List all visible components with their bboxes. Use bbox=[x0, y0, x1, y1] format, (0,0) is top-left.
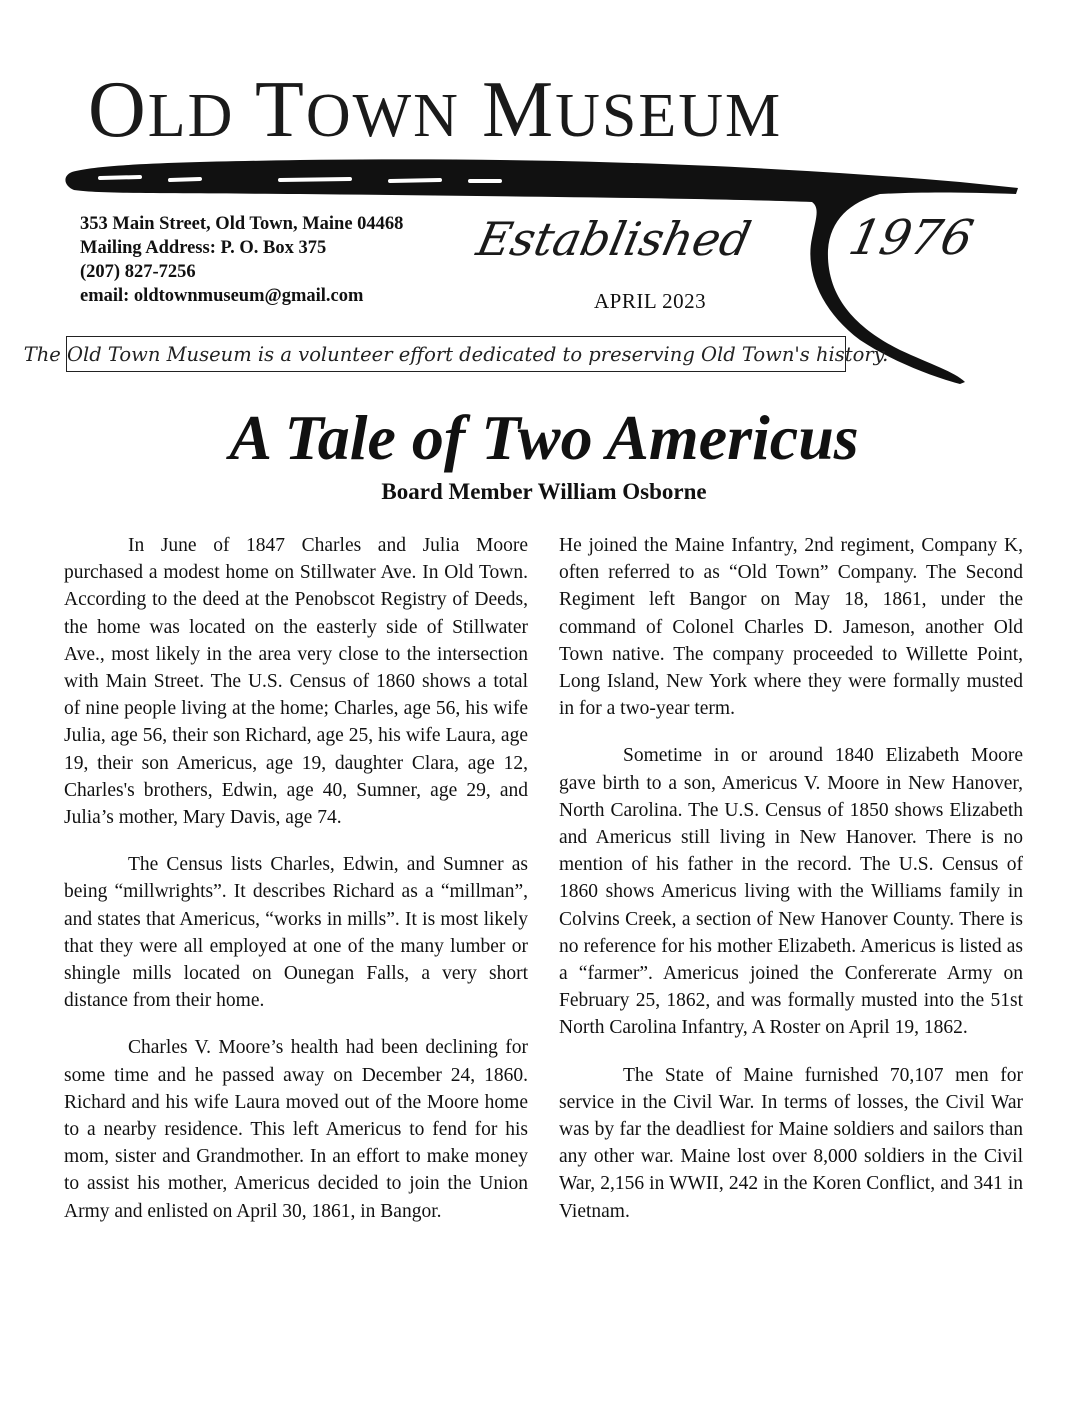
paragraph: Charles V. Moore’s health had been declining for some time and he passed away on December 24, 1860. Richard and his wife Laura moved out of the Moore home to a nearby residence. This left Americus to fend for his mom, sister and Grandmother. In an effort to make money to assist his mother, Americus decided to join the Union Army and enlisted on April 30, 1861, in Bangor. bbox=[64, 1037, 528, 1222]
mission-text: The Old Town Museum is a volunteer effort dedicated to preserving Old Town's history. bbox=[23, 342, 889, 366]
article-column-left bbox=[64, 532, 528, 1245]
issue-date: APRIL 2023 bbox=[594, 289, 707, 313]
contact-info bbox=[80, 212, 403, 308]
paragraph: The Census lists Charles, Edwin, and Sumner as being “millwrights”. It describes Richard as a “millman”, and states that Americus, “works in mills”. It is most likely that they were all employed at one of the many lumber or shingle mills located on Ounegan Falls, a very short distance from their home. bbox=[64, 854, 528, 1012]
mailing-address: Mailing Address: P. O. Box 375 bbox=[80, 238, 327, 258]
article-byline: Board Member William Osborne bbox=[381, 479, 707, 504]
paragraph: In June of 1847 Charles and Julia Moore purchased a modest home on Stillwater Ave. In Old Town. According to the deed at the Penobscot Registry of Deeds, the home was located on the easterly side of Stillwater Ave., most likely in the area very close to the intersection with Main Street. The U.S. Census of 1860 shows a total of nine people living at the home; Charles, age 56, his wife Julia, age 56, their son Richard, age 25, his wife Laura, age 19, their son Americus, age 19, daughter Clara, age 12, Charles's brothers, Edwin, age 40, Sumner, age 29, and Julia’s mother, Mary Davis, age 74. bbox=[64, 535, 528, 829]
street-address: 353 Main Street, Old Town, Maine 04468 bbox=[80, 214, 404, 234]
article-column-right bbox=[559, 532, 1023, 1245]
article-title: A Tale of Two Americus bbox=[229, 402, 859, 473]
paragraph: The State of Maine furnished 70,107 men for service in the Civil War. In terms of losses, the Civil War was by far the deadliest for Maine soldiers and sailors than any other war. Maine lost over 8,000 soldiers in the Civil War, 2,156 in WWII, 242 in the Koren Conflict, and 341 in Vietnam. bbox=[559, 1064, 1023, 1222]
mission-statement bbox=[23, 336, 889, 372]
email-address: email: oldtownmuseum@gmail.com bbox=[80, 286, 364, 306]
established-label: Established bbox=[472, 212, 756, 266]
masthead-title: OLD TOWN MUSEUM bbox=[88, 66, 783, 154]
established-year: 1976 bbox=[844, 210, 979, 266]
paragraph: Sometime in or around 1840 Elizabeth Moore gave birth to a son, Americus V. Moore in New Hanover, North Carolina. The U.S. Census of 1850 shows Elizabeth and Americus still living in New Hanover. There is no mention of his father in the record. The U.S. Census of 1860 shows Americus living with the Williams family in Colvins Creek, a section of New Hanover County. There is no reference for his mother Elizabeth. Americus is listed as a “farmer”. Americus joined the Confererate Army on February 25, 1862, and was formally musted into the 51st North Carolina Infantry, A Roster on April 19, 1862. bbox=[559, 745, 1023, 1039]
paragraph: He joined the Maine Infantry, 2nd regiment, Company K, often referred to as “Old Town” Company. The Second Regiment left Bangor on May 18, 1861, under the command of Colonel Charles D. Jameson, another Old Town native. The company proceeded to Willette Point, Long Island, New York where they were formally musted in for a two-year term. bbox=[559, 535, 1023, 720]
phone-number: (207) 827-7256 bbox=[80, 262, 196, 282]
